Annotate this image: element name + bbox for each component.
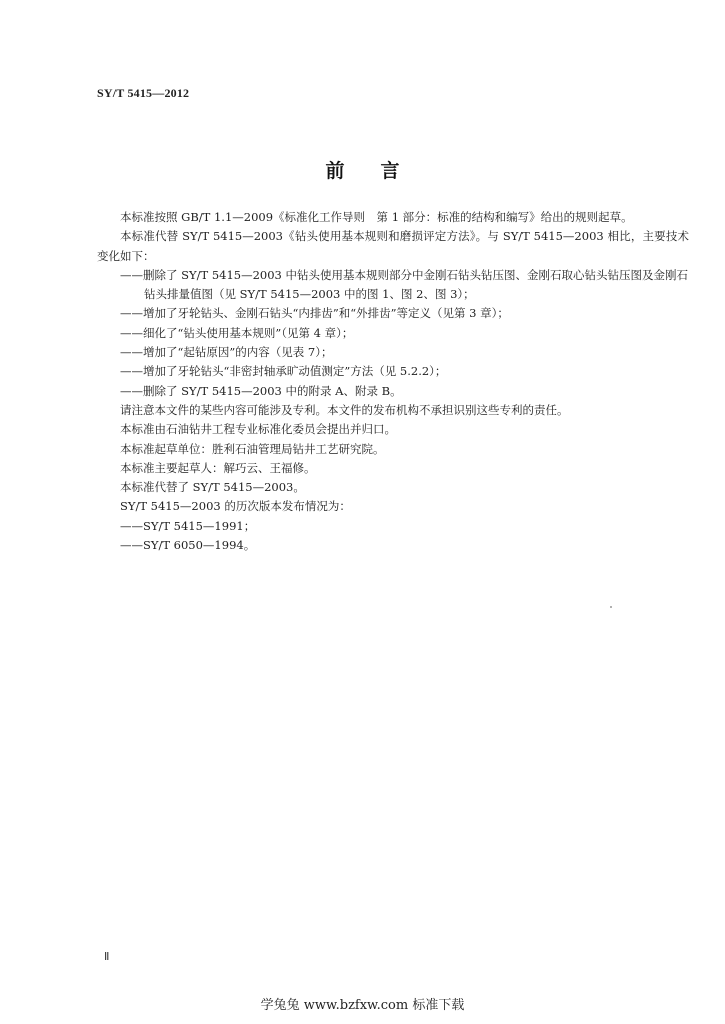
standard-number-header: SY/T 5415—2012 (97, 86, 190, 100)
paragraph-patent-notice: 请注意本文件的某些内容可能涉及专利。本文件的发布机构不承担识别这些专利的责任。 (120, 402, 569, 417)
page-title: 前言 (325, 160, 436, 182)
paragraph-replaces: 本标准代替了 SY/T 5415—2003。 (120, 480, 305, 495)
scan-speck (610, 606, 612, 608)
foreword-body (97, 208, 689, 555)
change-item-4: ——增加了“起钻原因”的内容（见表 7）； (120, 345, 333, 360)
paragraph-history-intro: SY/T 5415—2003 的历次版本发布情况为： (120, 499, 351, 514)
paragraph-drafting-rules: 本标准按照 GB/T 1.1—2009《标准化工作导则 第 1 部分：标准的结构和编写》给出的规则起草。 (120, 210, 633, 224)
page-number: Ⅱ (104, 951, 110, 963)
paragraph-drafters: 本标准主要起草人：解巧云、王福修。 (120, 460, 316, 475)
footer-watermark: 学兔兔 www.bzfxw.com 标准下载 (260, 998, 465, 1013)
paragraph-replacement: 本标准代替 SY/T 5415—2003《钻头使用基本规则和磨损评定方法》。与 SY/T 5415—2003 相比，主要技术变化如下： (97, 229, 689, 263)
history-item-1: ——SY/T 5415—1991； (120, 518, 256, 533)
history-item-2: ——SY/T 6050—1994。 (120, 538, 256, 553)
change-item-3: ——细化了“钻头使用基本规则”（见第 4 章）； (120, 325, 354, 340)
change-item-6: ——删除了 SY/T 5415—2003 中的附录 A、附录 B。 (120, 383, 402, 398)
paragraph-proposed-by: 本标准由石油钻井工程专业标准化委员会提出并归口。 (120, 422, 396, 437)
change-item-1: ——删除了 SY/T 5415—2003 中钻头使用基本规则部分中金刚石钻头钻压图、金刚石取心钻头钻压图及金刚石钻头排量值图（见 SY/T 5415—2003 中的图 1、图 2、图 3）； (120, 267, 689, 302)
paragraph-drafting-unit: 本标准起草单位：胜利石油管理局钻井工艺研究院。 (120, 441, 385, 456)
change-item-2: ——增加了牙轮钻头、金刚石钻头“内排齿”和“外排齿”等定义（见第 3 章）； (120, 306, 509, 321)
change-item-5: ——增加了牙轮钻头“非密封轴承旷动值测定”方法（见 5.2.2）； (120, 364, 447, 379)
